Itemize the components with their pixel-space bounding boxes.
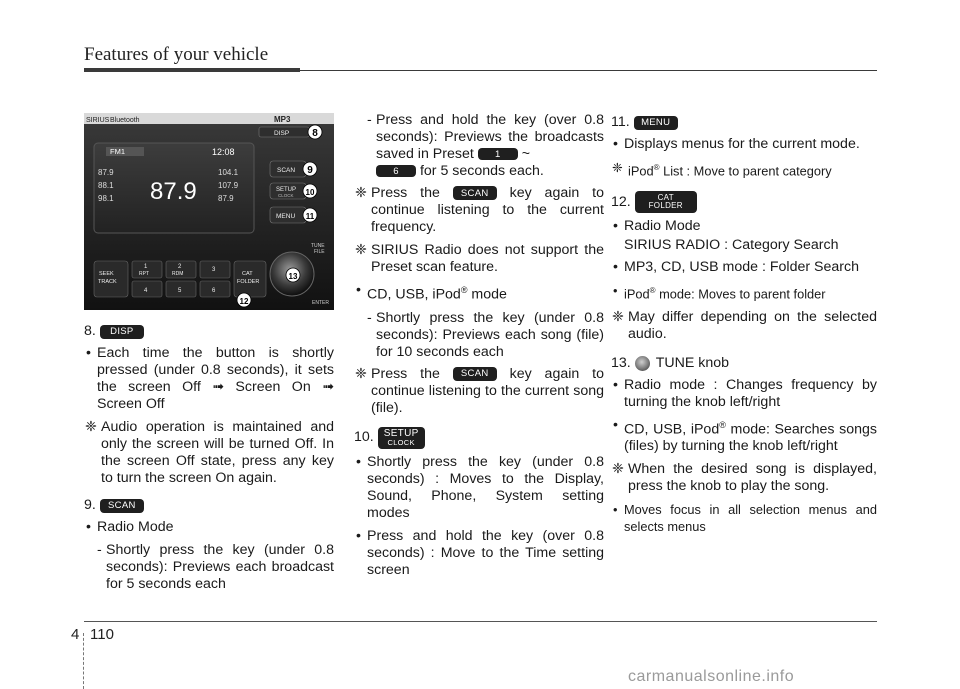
rpt-label: RPT bbox=[139, 271, 149, 277]
item-12-bullet-3 bbox=[611, 282, 877, 302]
scan-key-icon: SCAN bbox=[453, 367, 497, 381]
scan-hardware-label: SCAN bbox=[277, 167, 296, 174]
item-11-number: 11. bbox=[611, 114, 630, 130]
scan-note-1 bbox=[354, 185, 604, 236]
setup-clock-key-icon bbox=[378, 427, 425, 449]
scan-note-3 bbox=[354, 366, 604, 417]
scan-note-1-text-a: Press the bbox=[371, 185, 440, 201]
tilde-text: ~ bbox=[521, 146, 530, 162]
preset-1-key-icon: 1 bbox=[478, 148, 518, 160]
page-number: 110 bbox=[90, 626, 114, 643]
item-9-dash-text: Shortly press the key (under 0.8 seconds): Previews each broadcast for 5 seconds each bbox=[106, 542, 334, 592]
lcd-preset-right-2: 107.9 bbox=[218, 181, 239, 190]
item-13-number: 13. bbox=[611, 354, 631, 371]
rdm-label: RDM bbox=[172, 271, 184, 277]
footer-divider bbox=[83, 633, 84, 689]
clock-text: 12:08 bbox=[212, 147, 235, 157]
item-12-note-text: May differ depending on the selected audio. bbox=[628, 308, 877, 342]
tune-knob-icon bbox=[635, 356, 650, 371]
item-8-note-text: Audio operation is maintained and only the screen will be turned Off. In the screen Off state, press any key to turn the screen On again. bbox=[101, 419, 334, 486]
media-mode-dash-text: Shortly press the key (under 0.8 seconds): Previews each song (file) for 10 seconds each bbox=[376, 309, 604, 360]
preset-2-label: 2 bbox=[178, 264, 182, 270]
preset-1-label: 1 bbox=[144, 264, 148, 270]
registered-mark: ® bbox=[460, 285, 468, 295]
item-11-note bbox=[611, 159, 877, 179]
note-mark-icon: ❈ bbox=[612, 160, 623, 175]
lcd-preset-right-1: 104.1 bbox=[218, 168, 239, 177]
callout-11-text: 11 bbox=[305, 212, 315, 221]
cat-hardware-label: CAT bbox=[242, 271, 253, 277]
scan-note-2 bbox=[354, 242, 604, 276]
menu-hardware-label: MENU bbox=[276, 213, 296, 220]
item-13-bullet-2-text-a: CD, USB, iPod bbox=[624, 421, 720, 438]
seek-hardware-sublabel: TRACK bbox=[98, 279, 117, 285]
item-12-number: 12. bbox=[611, 193, 631, 210]
radio-head-unit-illustration bbox=[84, 113, 334, 310]
brand-badge-bluetooth: Bluetooth bbox=[110, 117, 140, 124]
item-12-bullet-1: • Radio Mode bbox=[611, 218, 877, 235]
page-header-title: Features of your vehicle bbox=[84, 44, 269, 65]
item-13-bullet-1: • Radio mode : Changes frequency by turning the knob left/right bbox=[611, 377, 877, 411]
note-mark-icon: ❈ bbox=[85, 419, 97, 435]
scan-key-icon: SCAN bbox=[100, 499, 144, 513]
column-2 bbox=[354, 112, 604, 585]
media-mode-text-b: mode bbox=[467, 286, 507, 303]
callout-10-text: 10 bbox=[305, 188, 315, 197]
preset-4-label: 4 bbox=[144, 288, 148, 294]
watermark: carmanualsonline.info bbox=[628, 668, 795, 685]
item-10-heading bbox=[354, 427, 604, 449]
item-13-bullet-3: • Moves focus in all selection menus and selects menus bbox=[611, 501, 877, 535]
note-mark-icon: ❈ bbox=[612, 461, 624, 478]
item-12-heading bbox=[611, 191, 877, 213]
band-text: FM1 bbox=[110, 147, 125, 156]
item-13-heading bbox=[611, 355, 877, 372]
scan-key-icon: SCAN bbox=[453, 186, 497, 200]
item-12-bullet-3-text-a: iPod bbox=[624, 286, 650, 302]
scan-note-3-text-b: key again to continue listening to the current song (file). bbox=[371, 365, 604, 416]
item-12-bullet-3-text-b: mode: Moves to parent folder bbox=[655, 286, 826, 302]
scan-hold-text-a: Press and hold the key (over 0.8 seconds): Previews the broadcasts saved in Preset bbox=[376, 112, 604, 162]
callout-8-text: 8 bbox=[312, 128, 318, 139]
media-mode-text-a: CD, USB, iPod bbox=[367, 286, 461, 303]
item-9-bullet: • Radio Mode bbox=[84, 519, 334, 536]
media-mode-dash bbox=[354, 310, 604, 361]
callout-12-text: 12 bbox=[239, 297, 249, 306]
item-8-number: 8. bbox=[84, 323, 96, 339]
registered-mark: ® bbox=[649, 286, 656, 296]
item-9-heading bbox=[84, 497, 334, 514]
item-12-note bbox=[611, 309, 877, 343]
dash-mark: - bbox=[97, 542, 102, 558]
lcd-preset-left-3: 98.1 bbox=[98, 194, 114, 203]
registered-mark: ® bbox=[653, 163, 660, 172]
callout-9-text: 9 bbox=[307, 165, 313, 176]
item-11-bullet: • Displays menus for the current mode. bbox=[611, 136, 877, 153]
item-10-bullet-2: • Press and hold the key (over 0.8 seconds) : Move to the Time setting screen bbox=[354, 528, 604, 579]
folder-key-sublabel: FOLDER bbox=[648, 201, 683, 211]
item-12-bullet-1-sub: SIRIUS RADIO : Category Search bbox=[624, 237, 839, 254]
enter-hardware-label: ENTER bbox=[312, 300, 329, 306]
seek-hardware-label: SEEK bbox=[99, 271, 114, 277]
setup-hardware-label: SETUP bbox=[276, 187, 297, 193]
item-10-bullet-1: • Shortly press the key (under 0.8 seconds) : Moves to the Display, Sound, Phone, System setting modes bbox=[354, 454, 604, 522]
item-13-note bbox=[611, 461, 877, 495]
note-mark-icon: ❈ bbox=[355, 242, 367, 258]
preset-6-label: 6 bbox=[212, 288, 216, 294]
page-chapter: 4 bbox=[71, 626, 80, 643]
scan-note-3-text-a: Press the bbox=[371, 365, 440, 382]
header-rule-thick bbox=[84, 68, 300, 72]
folder-hardware-sublabel: FOLDER bbox=[237, 279, 260, 285]
item-11-note-text-b: List : Move to parent category bbox=[659, 163, 832, 179]
item-11-heading bbox=[611, 114, 877, 131]
item-12-bullet-2: • MP3, CD, USB mode : Folder Search bbox=[611, 259, 877, 276]
brand-badge-mp3: MP3 bbox=[274, 115, 291, 124]
item-9-dash bbox=[84, 542, 334, 593]
cat-key-label: CAT bbox=[657, 193, 674, 203]
item-13-bullet-2 bbox=[611, 417, 877, 456]
preset-6-key-icon: 6 bbox=[376, 165, 416, 177]
scan-note-2-text: SIRIUS Radio does not support the Preset scan feature. bbox=[371, 242, 604, 275]
lcd-preset-left-1: 87.9 bbox=[98, 168, 114, 177]
note-mark-icon: ❈ bbox=[612, 308, 624, 325]
item-11-note-text-a: iPod bbox=[628, 163, 654, 179]
item-8-bullet: • Each time the button is shortly pressed (under 0.8 seconds), it sets the screen Off ➟ Screen On ➟ Screen Off bbox=[84, 345, 334, 413]
item-13-note-text: When the desired song is displayed, press the knob to play the song. bbox=[628, 461, 877, 495]
menu-key-icon: MENU bbox=[634, 116, 678, 130]
brand-badge-sirius: SIRIUS bbox=[86, 117, 110, 124]
setup-key-label: SETUP bbox=[383, 427, 419, 439]
cat-folder-key-icon bbox=[635, 191, 697, 213]
tune-hardware-label: TUNE bbox=[311, 243, 325, 249]
scan-hold-text-b: for 5 seconds each. bbox=[419, 163, 544, 179]
registered-mark: ® bbox=[719, 419, 726, 430]
clock-key-sublabel: CLOCK bbox=[387, 437, 415, 447]
note-mark-icon: ❈ bbox=[355, 365, 367, 382]
callout-13-text: 13 bbox=[288, 272, 298, 281]
dash-mark: - bbox=[367, 112, 372, 128]
radio-head-unit-figure bbox=[84, 113, 334, 310]
column-1 bbox=[84, 316, 334, 598]
item-9-number: 9. bbox=[84, 497, 96, 513]
disp-hardware-label: DISP bbox=[274, 130, 290, 137]
item-8-heading bbox=[84, 323, 334, 340]
disp-key-icon: DISP bbox=[100, 325, 144, 339]
item-8-note bbox=[84, 419, 334, 487]
column-3 bbox=[611, 114, 877, 541]
media-mode-bullet bbox=[354, 282, 604, 304]
dash-mark: - bbox=[367, 309, 372, 326]
tune-hardware-sublabel: FILE bbox=[314, 249, 325, 255]
footer-rule bbox=[84, 621, 877, 622]
setup-hardware-sublabel: CLOCK bbox=[278, 193, 294, 198]
note-mark-icon: ❈ bbox=[355, 185, 367, 201]
scan-hold-dash bbox=[354, 112, 604, 180]
main-frequency-text: 87.9 bbox=[150, 178, 197, 205]
item-13-bullet-2-text-b: mode: Searches songs (files) by turning the knob left/right bbox=[624, 421, 877, 455]
item-13-label: TUNE knob bbox=[655, 354, 730, 371]
preset-3-label: 3 bbox=[212, 267, 216, 273]
scan-note-1-text-b: key again to continue listening to the current frequency. bbox=[371, 185, 604, 235]
header-rule-thin bbox=[300, 70, 877, 71]
item-10-number: 10. bbox=[354, 429, 374, 446]
preset-5-label: 5 bbox=[178, 288, 182, 294]
lcd-preset-left-2: 88.1 bbox=[98, 181, 114, 190]
lcd-preset-right-3: 87.9 bbox=[218, 194, 234, 203]
